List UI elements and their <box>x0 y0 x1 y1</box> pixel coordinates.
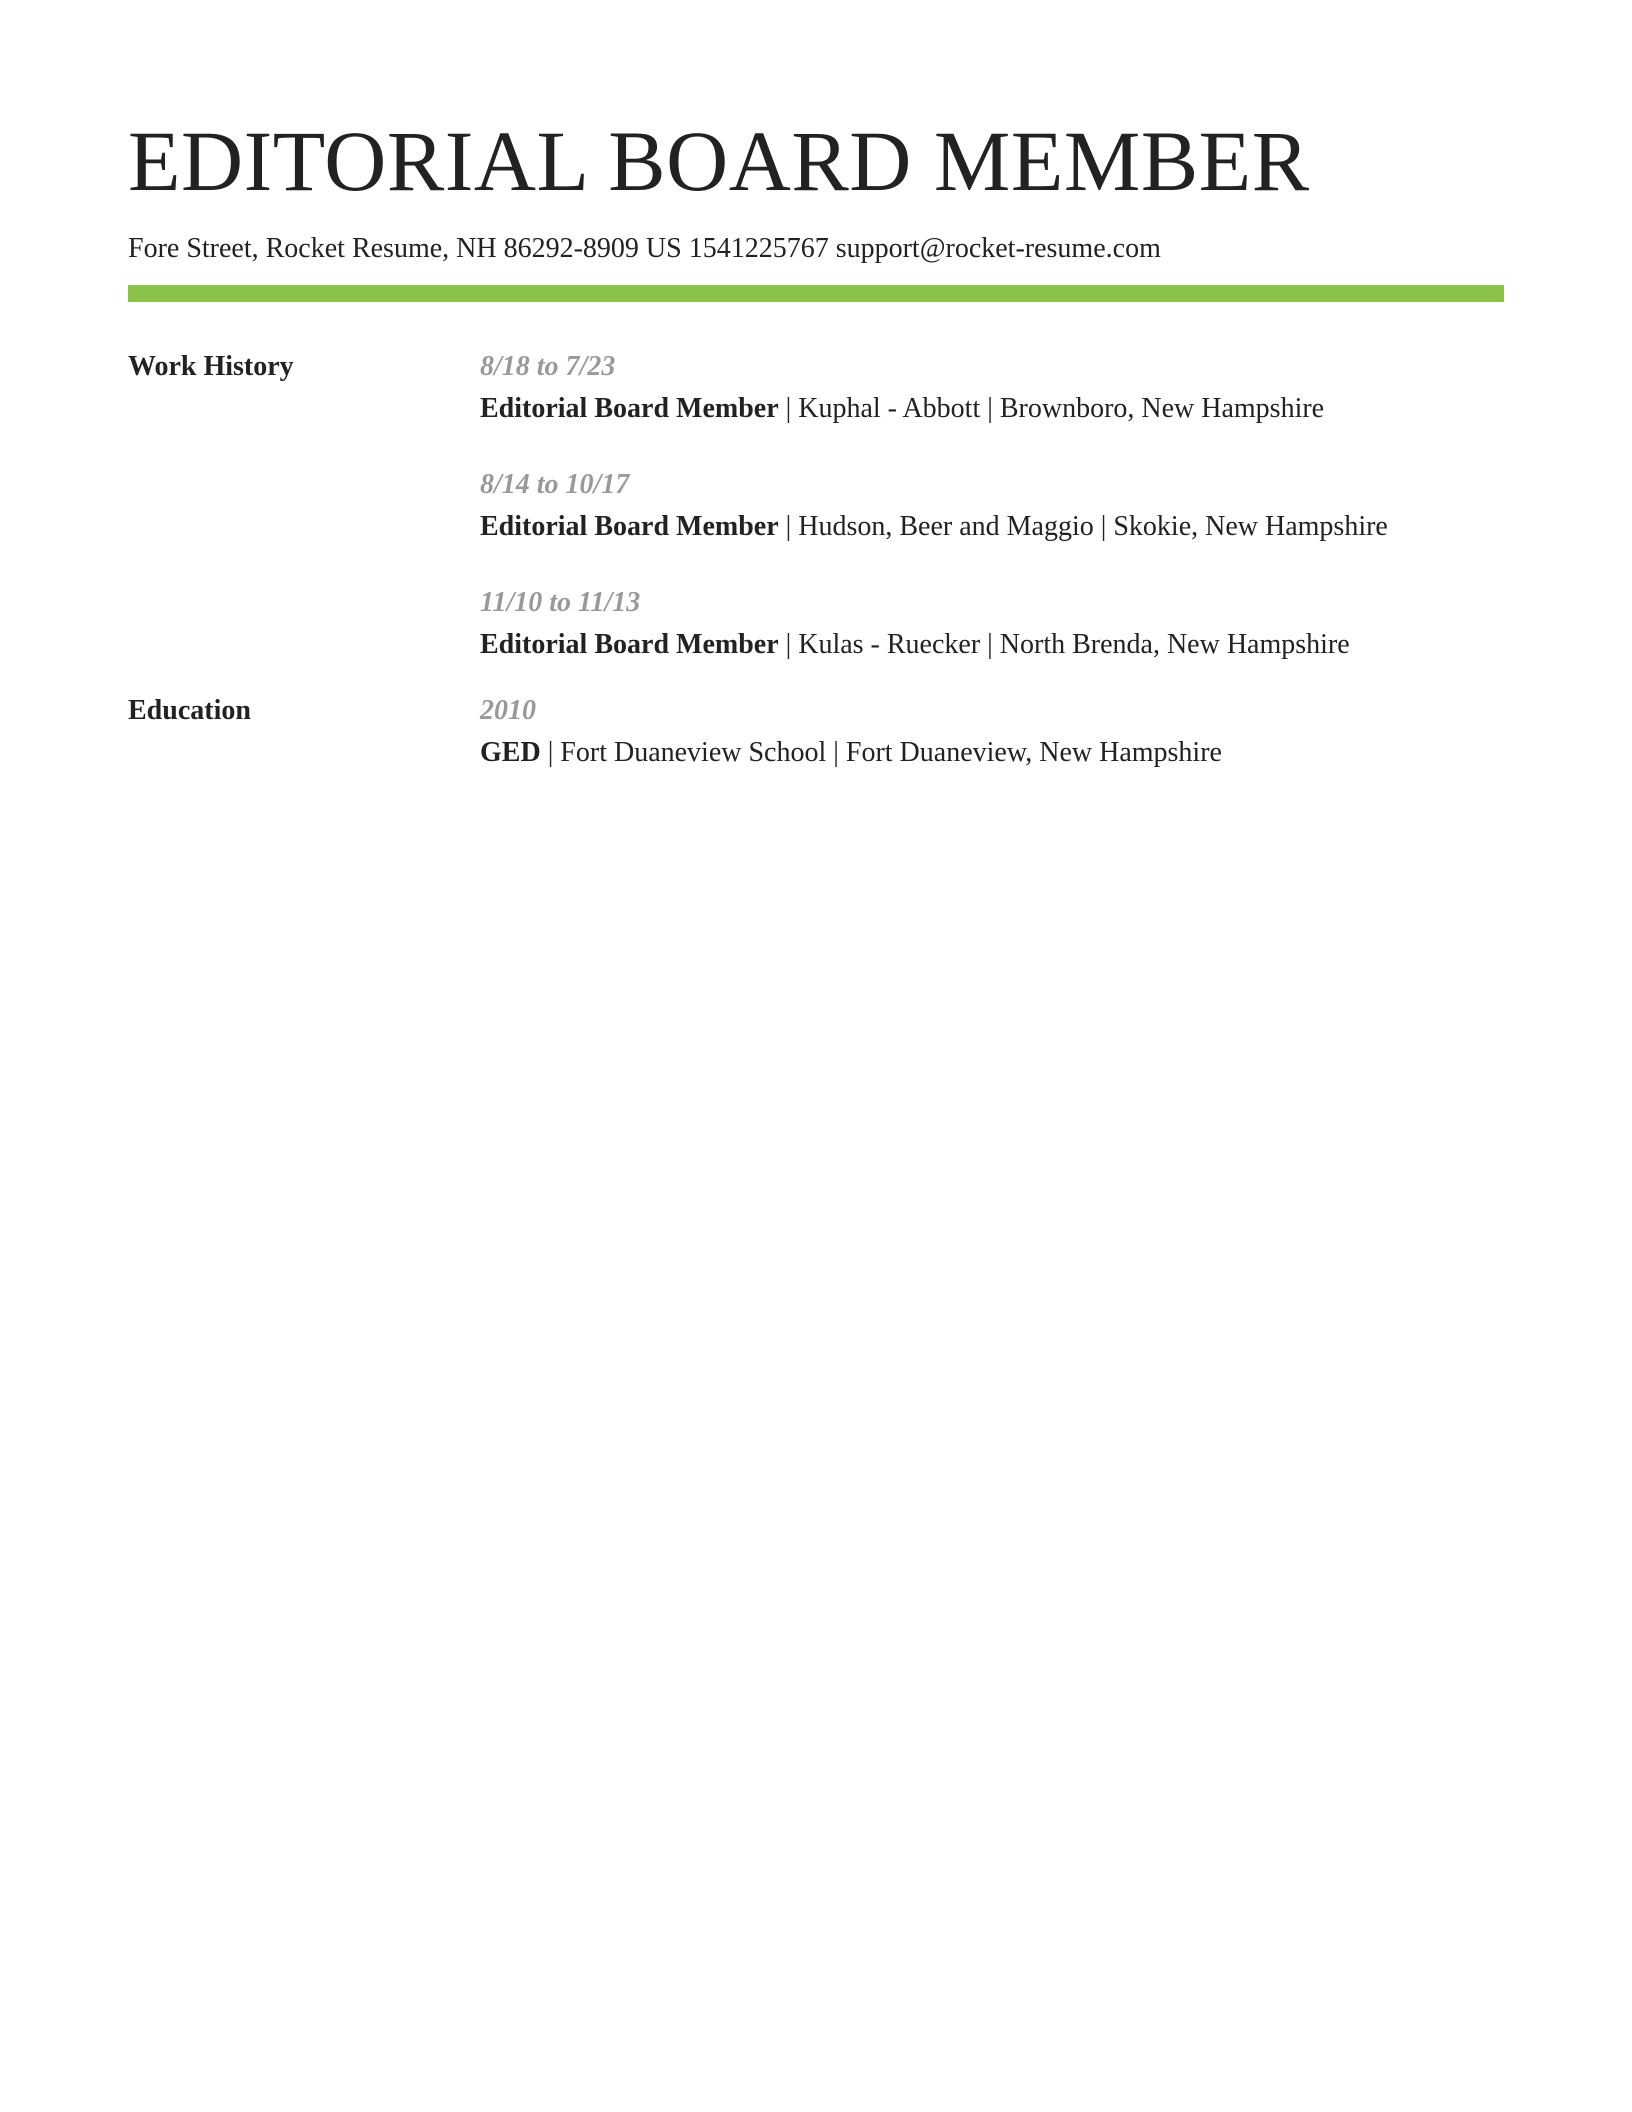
work-history-entry <box>480 350 1504 426</box>
entry-organization: Kulas - Ruecker <box>798 629 981 660</box>
entry-separator: | <box>980 629 1000 660</box>
section-heading-work-history: Work History <box>128 351 294 382</box>
entry-separator: | <box>778 629 799 660</box>
entry-school: Fort Duaneview School <box>560 737 827 768</box>
entry-separator: | <box>540 737 561 768</box>
entry-dates: 8/14 to 10/17 <box>480 469 630 500</box>
entry-details <box>480 510 1504 544</box>
contact-line: Fore Street, Rocket Resume, NH 86292-8909 US 1541225767 support@rocket-resume.com <box>128 233 1161 264</box>
entry-separator: | <box>826 737 846 768</box>
entry-details <box>480 736 1504 770</box>
entry-dates: 8/18 to 7/23 <box>480 351 616 382</box>
entry-role: Editorial Board Member <box>480 511 779 542</box>
education-list <box>480 694 1504 812</box>
entry-role: Editorial Board Member <box>480 393 779 424</box>
resume-title: EDITORIAL BOARD MEMBER <box>128 113 1310 209</box>
entry-location: North Brenda, New Hampshire <box>999 629 1350 660</box>
entry-degree: GED <box>480 737 541 768</box>
entry-separator: | <box>778 511 799 542</box>
entry-role: Editorial Board Member <box>480 629 779 660</box>
section-heading-education: Education <box>128 695 251 726</box>
accent-divider <box>128 285 1504 302</box>
entry-dates: 11/10 to 11/13 <box>480 587 641 618</box>
entry-separator: | <box>980 393 1000 424</box>
entry-separator: | <box>778 393 799 424</box>
entry-location: Brownboro, New Hampshire <box>999 393 1325 424</box>
work-history-entry <box>480 586 1504 662</box>
entry-dates: 2010 <box>480 695 536 726</box>
entry-location: Fort Duaneview, New Hampshire <box>845 737 1222 768</box>
entry-separator: | <box>1093 511 1114 542</box>
entry-organization: Hudson, Beer and Maggio <box>798 511 1094 542</box>
entry-location: Skokie, New Hampshire <box>1113 511 1388 542</box>
work-history-list <box>480 350 1504 704</box>
entry-organization: Kuphal - Abbott <box>798 393 981 424</box>
entry-details <box>480 628 1504 662</box>
work-history-entry <box>480 468 1504 544</box>
education-entry <box>480 694 1504 770</box>
entry-details <box>480 392 1504 426</box>
